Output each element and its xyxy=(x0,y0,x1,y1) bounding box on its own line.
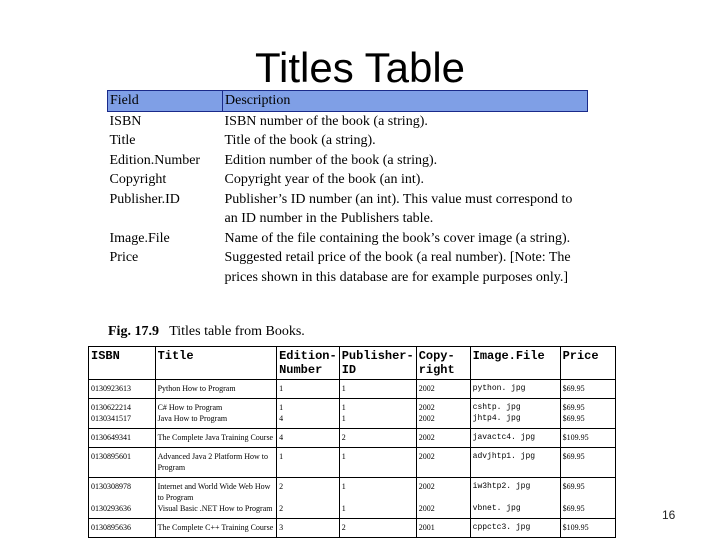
table-row xyxy=(89,519,616,538)
column-header: Edition-Number xyxy=(277,347,340,380)
table-cell: 2002 xyxy=(416,380,470,399)
field-name: Title xyxy=(109,133,136,148)
field-description: Suggested retail price of the book (a real number). [Note: The prices shown in this database are for example purposes only.] xyxy=(224,250,571,285)
page-number: 16 xyxy=(662,508,676,522)
figure-number: Fig. 17.9 xyxy=(108,324,159,339)
table-cell: 0130895636 xyxy=(89,519,156,538)
titles-data-table xyxy=(88,346,616,538)
table-row xyxy=(89,399,616,429)
table-cell: 1 1 xyxy=(339,478,416,519)
field-name: Image.File xyxy=(109,230,170,246)
table-cell: 2002 2002 xyxy=(416,399,470,429)
table-cell: 0130649341 xyxy=(89,429,156,448)
field-name: Edition.Number xyxy=(109,152,201,168)
table-cell: advjhtp1. jpg xyxy=(470,448,560,478)
field-row xyxy=(108,151,588,171)
table-cell: cppctc3. jpg xyxy=(470,519,560,538)
field-description-table xyxy=(107,90,588,287)
table-cell: Python How to Program xyxy=(155,380,277,399)
table-cell: $109.95 xyxy=(560,519,615,538)
table-cell: 1 1 xyxy=(339,399,416,429)
table-cell: C# How to Program Java How to Program xyxy=(155,399,277,429)
table-cell: iw3htp2. jpg vbnet. jpg xyxy=(470,478,560,519)
table-cell: Internet and World Wide Web How to Program Visual Basic .NET How to Program xyxy=(155,478,277,519)
field-row xyxy=(108,111,588,131)
field-rows xyxy=(108,111,588,287)
table-cell: 4 xyxy=(277,429,340,448)
field-description: Publisher’s ID number (an int). This value must correspond to an ID number in the Publishers table. xyxy=(224,191,573,226)
table-cell: $69.95 $69.95 xyxy=(560,399,615,429)
table-cell: 2002 xyxy=(416,429,470,448)
column-header: Image.File xyxy=(470,347,560,380)
column-header: Title xyxy=(155,347,277,380)
table-row xyxy=(89,429,616,448)
field-name: Publisher.ID xyxy=(109,191,180,207)
column-header: ISBN xyxy=(89,347,156,380)
field-description: ISBN number of the book (a string). xyxy=(224,113,428,129)
column-header: Publisher-ID xyxy=(339,347,416,380)
table-cell: cshtp. jpg jhtp4. jpg xyxy=(470,399,560,429)
table-cell: 1 xyxy=(277,380,340,399)
table-cell: $69.95 $69.95 xyxy=(560,478,615,519)
field-description: Copyright year of the book (an int). xyxy=(224,172,424,187)
table-cell: python. jpg xyxy=(470,380,560,399)
description-column-header: Description xyxy=(223,91,588,112)
table-cell: 2 xyxy=(339,519,416,538)
table-cell: 0130308978 0130293636 xyxy=(89,478,156,519)
data-table-body xyxy=(89,380,616,538)
table-cell: Advanced Java 2 Platform How to Program xyxy=(155,448,277,478)
table-cell: The Complete C++ Training Course xyxy=(155,519,277,538)
table-row xyxy=(89,380,616,399)
slide-title: Titles Table xyxy=(254,44,466,91)
field-row xyxy=(108,229,588,249)
figure-caption xyxy=(108,322,305,341)
table-cell: 1 xyxy=(339,380,416,399)
field-row xyxy=(108,190,588,229)
field-description: Title of the book (a string). xyxy=(224,133,376,148)
table-cell: 1 4 xyxy=(277,399,340,429)
table-cell: 1 xyxy=(339,448,416,478)
data-table-header xyxy=(89,347,616,380)
table-cell: $69.95 xyxy=(560,448,615,478)
table-cell: The Complete Java Training Course xyxy=(155,429,277,448)
field-description: Name of the file containing the book’s cover image (a string). xyxy=(224,230,571,246)
table-row xyxy=(89,478,616,519)
field-column-header: Field xyxy=(108,91,223,112)
field-name: ISBN xyxy=(109,113,142,129)
table-cell: 0130923613 xyxy=(89,380,156,399)
field-name: Price xyxy=(109,250,139,265)
table-cell: $69.95 xyxy=(560,380,615,399)
field-name: Copyright xyxy=(109,172,167,187)
field-description: Edition number of the book (a string). xyxy=(224,152,438,168)
table-cell: 0130895601 xyxy=(89,448,156,478)
field-row xyxy=(108,248,588,287)
table-cell: 1 xyxy=(277,448,340,478)
table-row xyxy=(89,448,616,478)
table-cell: javactc4. jpg xyxy=(470,429,560,448)
table-cell: 2001 xyxy=(416,519,470,538)
table-cell: 2 2 xyxy=(277,478,340,519)
figure-caption-text: Titles table from Books. xyxy=(169,324,305,339)
table-cell: $109.95 xyxy=(560,429,615,448)
table-cell: 2002 xyxy=(416,448,470,478)
table-cell: 2002 2002 xyxy=(416,478,470,519)
field-row xyxy=(108,131,588,151)
column-header: Price xyxy=(560,347,615,380)
field-row xyxy=(108,170,588,190)
table-cell: 2 xyxy=(339,429,416,448)
column-header: Copy-right xyxy=(416,347,470,380)
table-cell: 3 xyxy=(277,519,340,538)
field-table-header xyxy=(108,91,588,112)
table-cell: 0130622214 0130341517 xyxy=(89,399,156,429)
